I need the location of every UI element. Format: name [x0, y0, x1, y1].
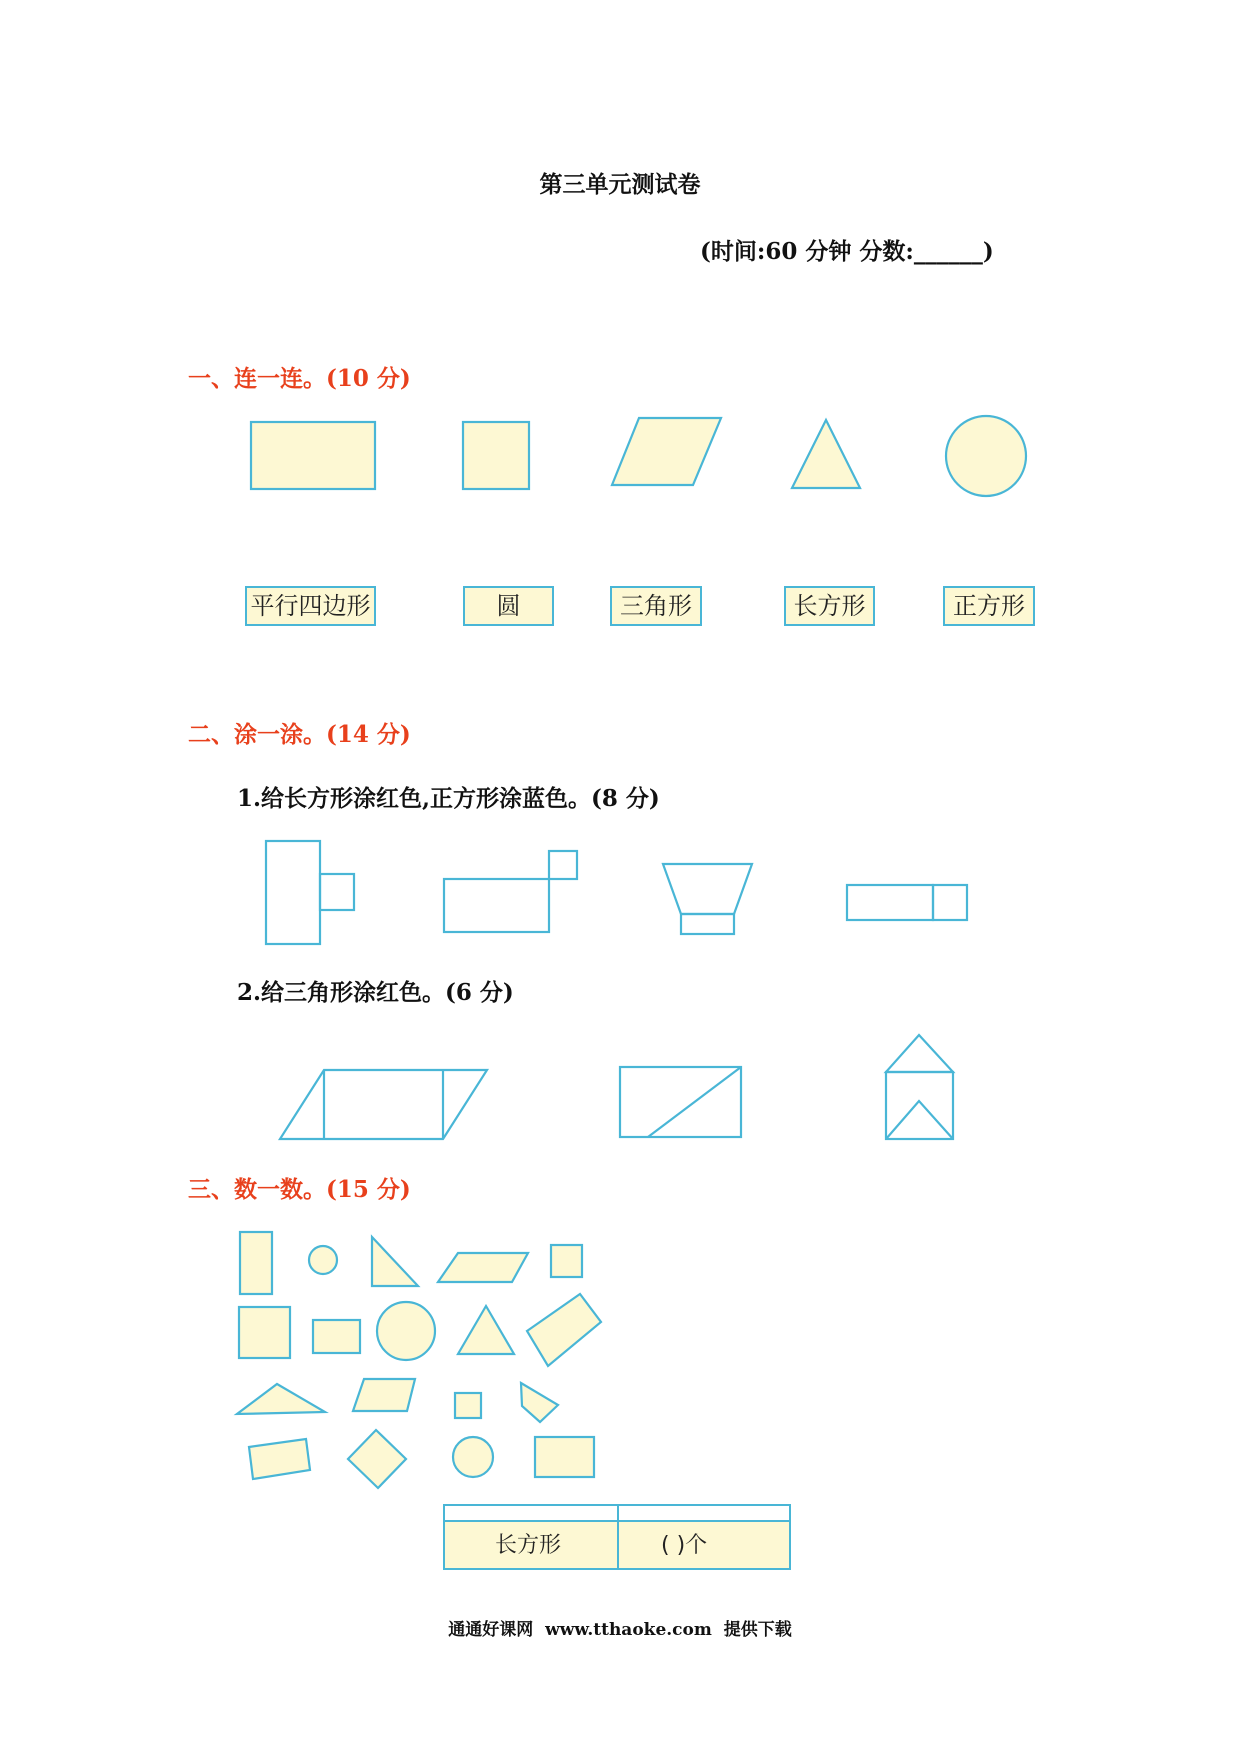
wide-rectangle-shape: [444, 879, 549, 932]
long-rectangle-shape: [847, 885, 933, 920]
section-3-heading: 三、数一数。(15 分): [188, 1176, 411, 1203]
trapezoid-shape: [663, 864, 752, 914]
count-table-row-label: 长方形: [495, 1533, 562, 1558]
question-2-1: 1.给长方形涂红色,正方形涂蓝色。(8 分): [237, 785, 660, 812]
small-square-shape: [320, 874, 354, 910]
count-shape-2: [309, 1246, 337, 1274]
count-shape-4: [438, 1253, 528, 1282]
count-shape-12: [353, 1379, 415, 1411]
count-shape-3: [372, 1237, 418, 1286]
color-figures-q1: [266, 841, 967, 944]
label-circle[interactable]: 圆: [463, 586, 554, 626]
time-score-line: (时间:60 分钟 分数:______): [700, 238, 994, 265]
count-shape-16: [348, 1430, 406, 1488]
roof-triangle-shape: [886, 1035, 953, 1072]
label-square[interactable]: 正方形: [943, 586, 1035, 626]
corner-square-shape: [549, 851, 577, 879]
question-2-2: 2.给三角形涂红色。(6 分): [237, 979, 514, 1006]
count-shape-14: [521, 1383, 558, 1422]
rectangle-icon: [251, 422, 375, 489]
count-shape-10: [527, 1294, 601, 1366]
end-square-shape: [933, 885, 967, 920]
divided-rectangle-shape: [620, 1067, 741, 1137]
parallelogram-icon: [612, 418, 721, 485]
count-shape-1: [240, 1232, 272, 1294]
count-shape-9: [458, 1306, 514, 1354]
count-shape-6: [239, 1307, 290, 1358]
count-shape-18: [535, 1437, 594, 1477]
count-table-answer[interactable]: ( )个: [661, 1533, 708, 1558]
square-icon: [463, 422, 529, 489]
section-1-heading: 一、连一连。(10 分): [188, 365, 411, 392]
count-shape-15: [249, 1439, 310, 1479]
counting-shapes: [237, 1232, 601, 1488]
count-shape-13: [455, 1393, 481, 1418]
tall-rectangle-shape: [266, 841, 320, 944]
label-triangle[interactable]: 三角形: [610, 586, 702, 626]
count-table: [443, 1504, 791, 1570]
parallelogram-composite-shape: [280, 1070, 487, 1139]
label-parallelogram[interactable]: 平行四边形: [245, 586, 376, 626]
count-shape-7: [313, 1320, 360, 1353]
section-2-heading: 二、涂一涂。(14 分): [188, 721, 411, 748]
count-shape-8: [377, 1302, 435, 1360]
label-rectangle[interactable]: 长方形: [784, 586, 875, 626]
section-1-shapes: [251, 416, 1026, 496]
circle-icon: [946, 416, 1026, 496]
count-shape-11: [237, 1384, 325, 1414]
color-figures-q2: [280, 1035, 953, 1139]
triangle-icon: [792, 420, 860, 488]
footer-source: 通通好课网 www.tthaoke.com 提供下载: [448, 1620, 792, 1640]
page-title: 第三单元测试卷: [539, 171, 701, 198]
inner-triangle-shape: [886, 1101, 953, 1139]
count-shape-5: [551, 1245, 582, 1277]
base-rectangle-shape: [681, 914, 734, 934]
count-shape-17: [453, 1437, 493, 1477]
